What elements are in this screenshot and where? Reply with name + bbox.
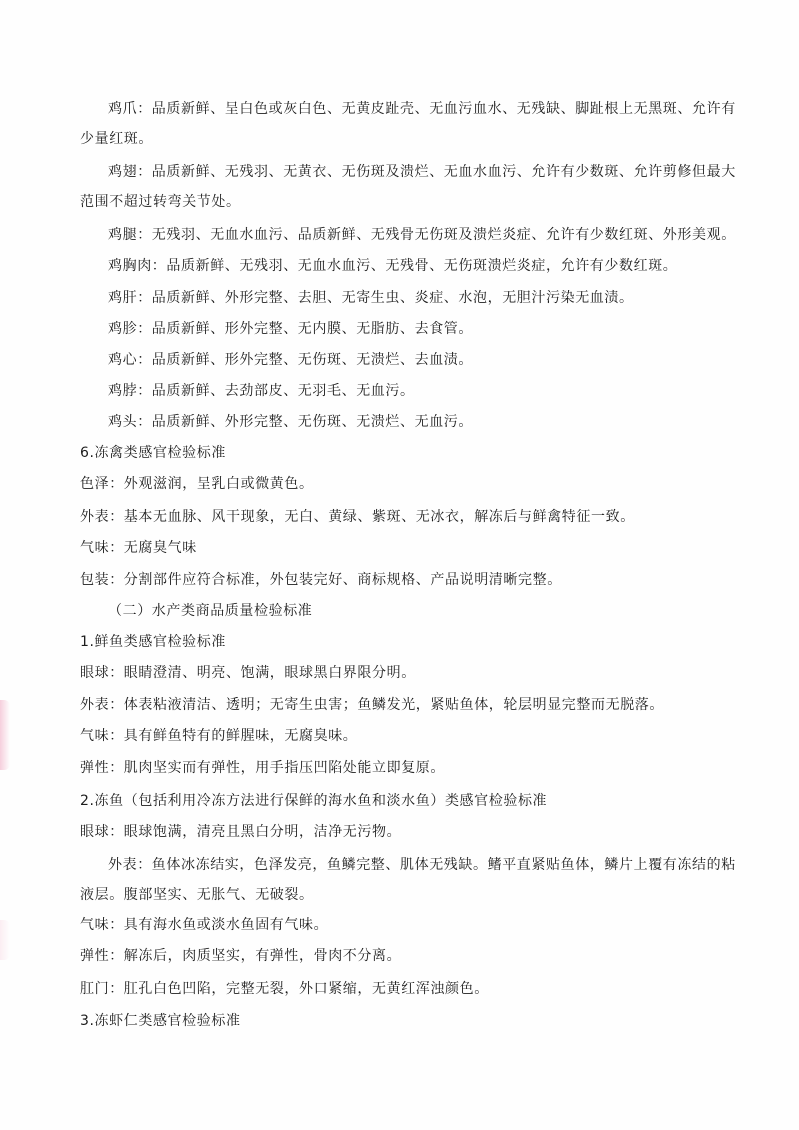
paragraph-frozen-fish-smell: 气味：具有海水鱼或淡水鱼固有气味。 [80,917,329,933]
section-heading-frozen-poultry: 6.冻禽类感官检验标准 [80,445,226,461]
paragraph-frozen-smell: 气味：无腐臭气味 [80,540,197,556]
paragraph-fish-surface: 外表：体表粘液清洁、透明；无寄生虫害；鱼鳞发光，紧贴鱼体，轮层明显完整而无脱落。 [80,697,664,713]
paragraph-chicken-feet: 鸡爪：品质新鲜、呈白色或灰白色、无黄皮趾壳、无血污血水、无残缺、脚趾根上无黑斑、允许有少量红斑。 [80,101,736,147]
section-heading-frozen-fish: 2.冻鱼（包括利用冷冻方法进行保鲜的海水鱼和淡水鱼）类感官检验标准 [80,793,548,809]
paragraph-chicken-wings: 鸡翅：品质新鲜、无残羽、无黄衣、无伤斑及溃烂、无血水血污、允许有少数斑、允许剪修但最大范围不超过转弯关节处。 [80,164,736,210]
paragraph-frozen-color: 色泽：外观滋润，呈乳白或微黄色。 [80,476,314,492]
section-heading-aquatic: （二）水产类商品质量检验标准 [108,603,313,619]
paragraph-chicken-head: 鸡头：品质新鲜、外形完整、无伤斑、无溃烂、无血污。 [108,414,473,430]
page-edge-stain [0,920,10,960]
paragraph-frozen-packaging: 包装：分割部件应符合标准，外包装完好、商标规格、产品说明清晰完整。 [80,572,562,588]
page-edge-stain [0,700,10,770]
paragraph-frozen-fish-eyes: 眼球：眼球饱满，清亮且黑白分明，洁净无污物。 [80,824,402,840]
paragraph-fish-eyes: 眼球：眼睛澄清、明亮、饱满，眼球黑白界限分明。 [80,665,416,681]
paragraph-chicken-neck: 鸡脖：品质新鲜、去劲部皮、无羽毛、无血污。 [108,383,415,399]
paragraph-chicken-gizzard: 鸡胗：品质新鲜、形外完整、无内膜、无脂肪、去食管。 [108,321,473,337]
paragraph-fish-elasticity: 弹性：肌肉坚实而有弹性，用手指压凹陷处能立即复原。 [80,760,445,776]
paragraph-chicken-breast: 鸡胸肉：品质新鲜、无残羽、无血水血污、无残骨、无伤斑溃烂炎症，允许有少数红斑。 [108,258,678,274]
paragraph-frozen-appearance: 外表：基本无血脉、风干现象，无白、黄绿、紫斑、无冰衣，解冻后与鲜禽特征一致。 [80,509,635,525]
paragraph-chicken-legs: 鸡腿：无残羽、无血水血污、品质新鲜、无残骨无伤斑及溃烂炎症、允许有少数红斑、外形美观。 [108,227,736,243]
paragraph-frozen-fish-elasticity: 弹性：解冻后，肉质坚实，有弹性，骨肉不分离。 [80,948,402,964]
paragraph-frozen-fish-anus: 肛门：肛孔白色凹陷，完整无裂，外口紧缩，无黄红浑浊颜色。 [80,981,489,997]
paragraph-fish-smell: 气味：具有鲜鱼特有的鲜腥味，无腐臭味。 [80,728,358,744]
paragraph-chicken-liver: 鸡肝：品质新鲜、外形完整、去胆、无寄生虫、炎症、水泡，无胆汁污染无血渍。 [108,290,634,306]
section-heading-frozen-shrimp: 3.冻虾仁类感官检验标准 [80,1013,241,1029]
section-heading-fresh-fish: 1.鲜鱼类感官检验标准 [80,634,226,650]
paragraph-chicken-heart: 鸡心：品质新鲜、形外完整、无伤斑、无溃烂、去血渍。 [108,352,473,368]
paragraph-frozen-fish-surface: 外表：鱼体冰冻结实，色泽发亮，鱼鳞完整、肌体无残缺。鳍平直紧贴鱼体，鳞片上覆有冻结的粘液层。腹部坚实、无胀气、无破裂。 [80,857,736,903]
